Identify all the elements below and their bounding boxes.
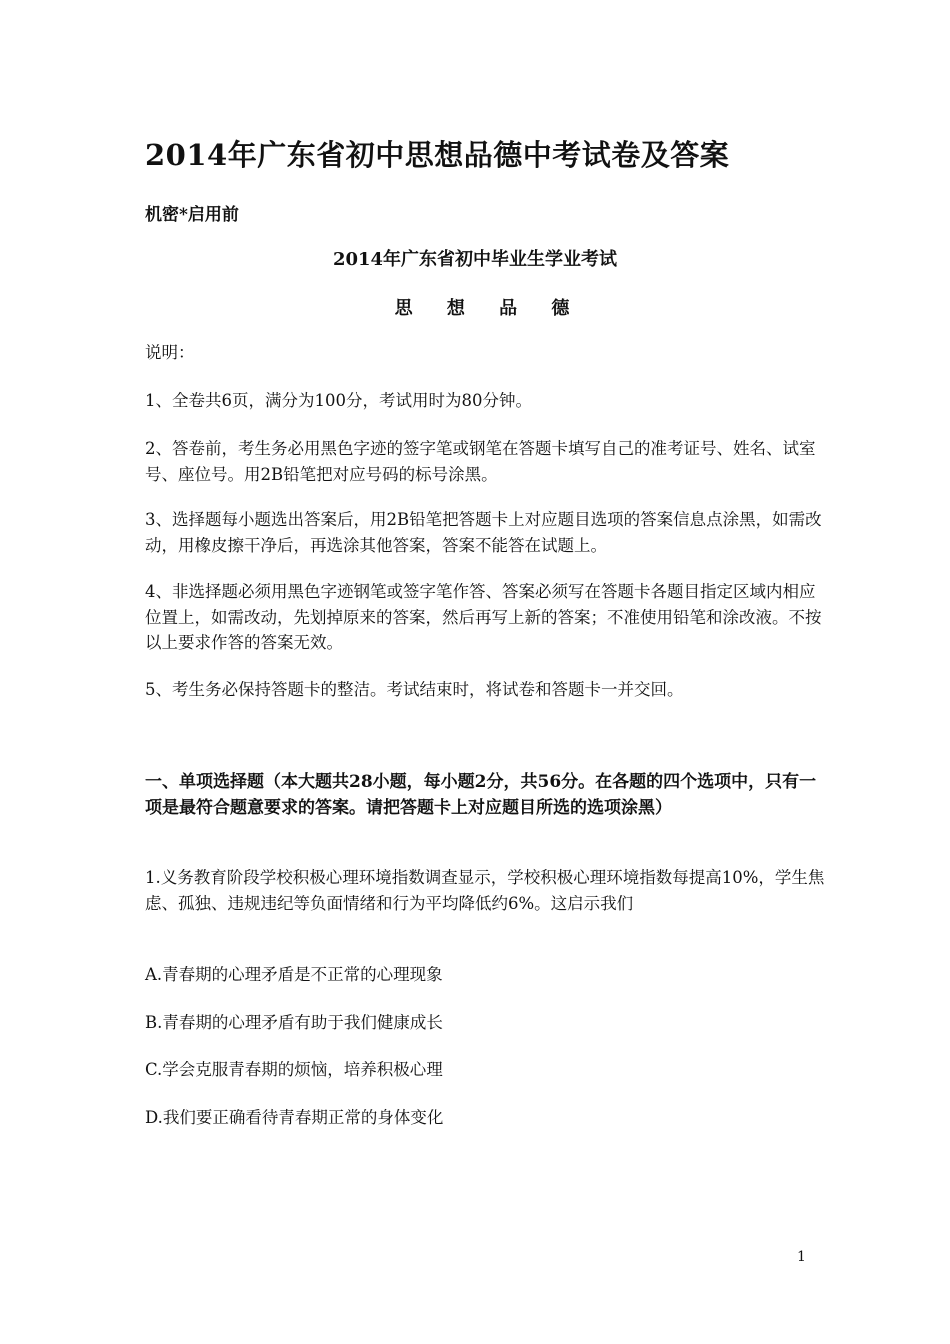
option-a: A.青春期的心理矛盾是不正常的心理现象 [145, 965, 443, 984]
option-d: D.我们要正确看待青春期正常的身体变化 [145, 1108, 444, 1127]
page-number: 1 [797, 1249, 806, 1265]
classification-label: 机密*启用前 [145, 205, 239, 225]
document-title: 2014年广东省初中思想品德中考试卷及答案 [145, 138, 730, 172]
exam-title: 2014年广东省初中毕业生学业考试 [332, 249, 618, 270]
note-3: 3、选择题每小题选出答案后，用2B铅笔把答题卡上对应题目选项的答案信息点涂黑，如需改动，用橡皮擦干净后，再选涂其他答案，答案不能答在试题上。 [145, 510, 822, 555]
option-c: C.学会克服青春期的烦恼，培养积极心理 [145, 1060, 443, 1079]
question-stem: 1.义务教育阶段学校积极心理环境指数调查显示，学校积极心理环境指数每提高10%，学生焦虑、孤独、违规违纪等负面情绪和行为平均降低约6%。这启示我们 [145, 868, 825, 913]
note-1: 1、全卷共6页，满分为100分，考试用时为80分钟。 [145, 391, 532, 410]
notes-heading: 说明： [145, 343, 195, 362]
note-4: 4、非选择题必须用黑色字迹钢笔或签字笔作答、答案必须写在答题卡各题目指定区域内相应位置上，如需改动，先划掉原来的答案，然后再写上新的答案；不准使用铅笔和涂改液。不按以上要求作答的答案无效。 [145, 582, 822, 652]
subject-title: 思 想 品 德 [394, 298, 584, 319]
section-heading: 一、单项选择题（本大题共28小题，每小题2分，共56分。在各题的四个选项中，只有一项是最符合题意要求的答案。请把答题卡上对应题目所选的选项涂黑） [145, 772, 817, 818]
option-b: B.青春期的心理矛盾有助于我们健康成长 [145, 1013, 443, 1032]
note-5: 5、考生务必保持答题卡的整洁。考试结束时，将试卷和答题卡一并交回。 [145, 680, 684, 699]
note-2: 2、答卷前，考生务必用黑色字迹的签字笔或钢笔在答题卡填写自己的准考证号、姓名、试室号、座位号。用2B铅笔把对应号码的标号涂黑。 [145, 439, 816, 484]
